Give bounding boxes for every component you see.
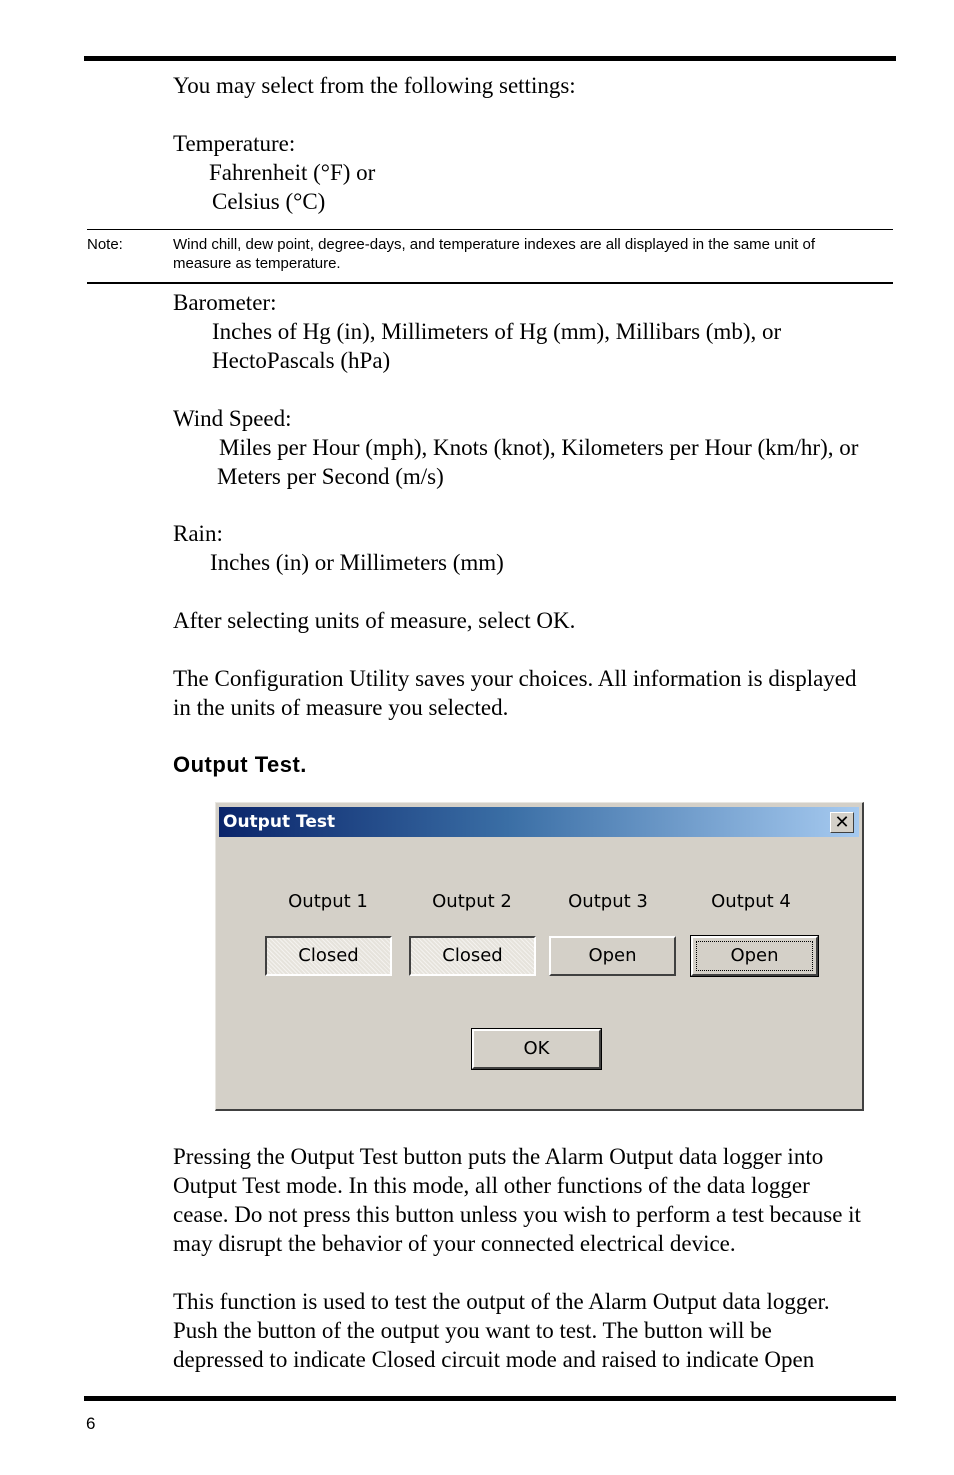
- close-icon: ✕: [834, 812, 850, 833]
- close-button[interactable]: [830, 812, 854, 833]
- output-test-dialog: [215, 802, 864, 1111]
- barometer-line1: Inches of Hg (in), Millimeters of Hg (mm), Millibars (mb), or: [212, 319, 782, 344]
- rain-line1: Inches (in) or Millimeters (mm): [210, 550, 504, 575]
- after-select-text: After selecting units of measure, select OK.: [173, 608, 576, 633]
- temperature-option-fahrenheit: Fahrenheit (°F) or: [209, 160, 376, 185]
- para2-line3: depressed to indicate Closed circuit mode and raised to indicate Open: [173, 1347, 815, 1372]
- barometer-line2: HectoPascals (hPa): [212, 348, 391, 373]
- dialog-title: Output Test: [223, 812, 336, 832]
- para2-line1: This function is used to test the output of the Alarm Output data logger.: [173, 1289, 830, 1314]
- para1-line1: Pressing the Output Test button puts the Alarm Output data logger into: [173, 1144, 824, 1169]
- rain-heading: Rain:: [173, 521, 223, 546]
- note-text-line1: Wind chill, dew point, degree-days, and temperature indexes are all displayed in the same unit of: [173, 236, 816, 253]
- wind-speed-heading: Wind Speed:: [173, 406, 292, 431]
- output-1-button[interactable]: Closed: [265, 936, 392, 976]
- note-top-rule: [87, 229, 893, 230]
- para1-line4: may disrupt the behavior of your connected electrical device.: [173, 1231, 736, 1256]
- output-4-button[interactable]: [691, 936, 818, 976]
- note-label: Note:: [87, 236, 123, 253]
- ok-button[interactable]: OK: [472, 1029, 601, 1069]
- output-2-button[interactable]: Closed: [409, 936, 536, 976]
- page-number: 6: [86, 1414, 96, 1433]
- output-3-label: Output 3: [568, 891, 648, 912]
- temperature-heading: Temperature:: [173, 131, 296, 156]
- barometer-heading: Barometer:: [173, 290, 277, 315]
- output-4-button-label: Open: [730, 945, 779, 966]
- note-bottom-rule: [87, 282, 893, 284]
- note-text-line2: measure as temperature.: [173, 255, 341, 272]
- temperature-option-celsius: Celsius (°C): [212, 189, 326, 214]
- saves-line1: The Configuration Utility saves your choices. All information is displayed: [173, 666, 857, 691]
- intro-text: You may select from the following settings:: [173, 73, 576, 98]
- wind-speed-line1: Miles per Hour (mph), Knots (knot), Kilometers per Hour (km/hr), or: [219, 435, 859, 460]
- para1-line3: cease. Do not press this button unless you wish to perform a test because it: [173, 1202, 861, 1227]
- output-test-heading: Output Test.: [173, 752, 307, 777]
- dialog-titlebar[interactable]: [219, 807, 859, 837]
- output-1-label: Output 1: [288, 891, 368, 912]
- top-rule: [84, 56, 896, 61]
- output-4-label: Output 4: [711, 891, 791, 912]
- output-2-label: Output 2: [432, 891, 512, 912]
- para2-line2: Push the button of the output you want to test. The button will be: [173, 1318, 772, 1343]
- bottom-rule: [84, 1396, 896, 1401]
- saves-line2: in the units of measure you selected.: [173, 695, 509, 720]
- output-3-button[interactable]: Open: [549, 936, 676, 976]
- wind-speed-line2: Meters per Second (m/s): [217, 464, 444, 489]
- para1-line2: Output Test mode. In this mode, all other functions of the data logger: [173, 1173, 810, 1198]
